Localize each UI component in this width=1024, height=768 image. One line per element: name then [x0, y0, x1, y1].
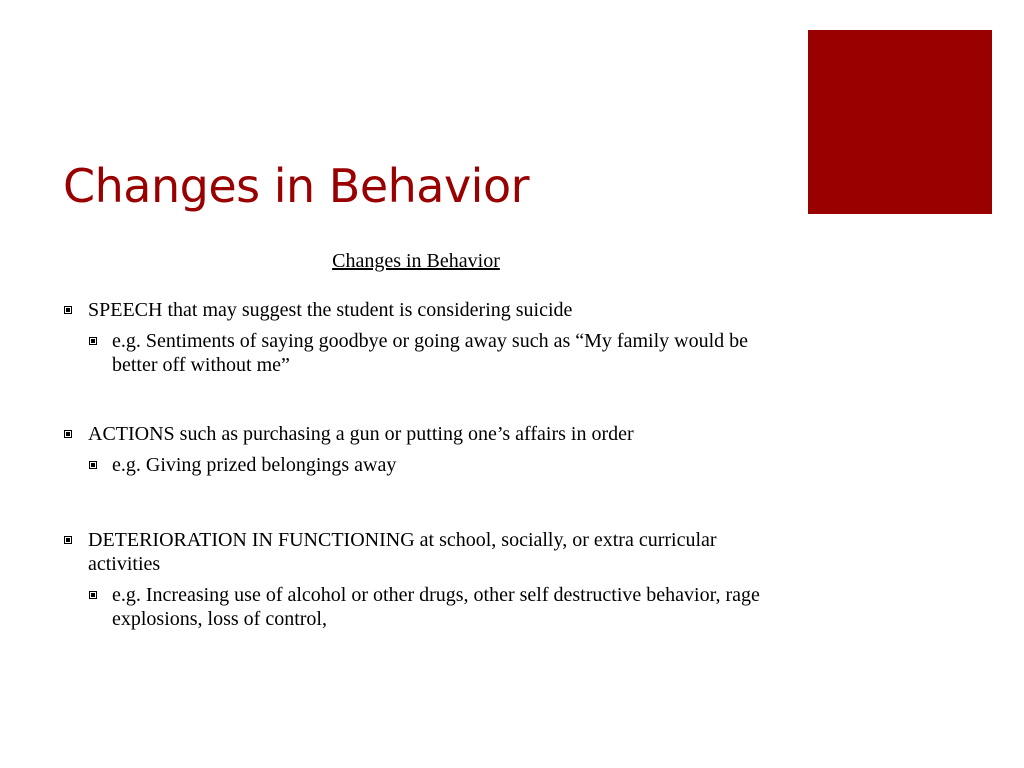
sub-bullet-text: e.g. Sentiments of saying goodbye or going away such as “My family would be better off without me”	[112, 330, 748, 376]
square-bullet-icon	[64, 536, 72, 544]
slide-subtitle: Changes in Behavior	[332, 250, 500, 272]
bullet-group	[64, 422, 784, 477]
bullet-text: DETERIORATION IN FUNCTIONING at school, socially, or extra curricular activities	[88, 529, 717, 575]
sub-bullet-text: e.g. Increasing use of alcohol or other drugs, other self destructive behavior, rage explosions, loss of control,	[112, 584, 760, 630]
bullet-list	[64, 298, 784, 676]
bullet-text: ACTIONS such as purchasing a gun or putting one’s affairs in order	[88, 423, 634, 445]
slide-title: Changes in Behavior	[63, 159, 530, 213]
square-bullet-icon	[89, 461, 97, 469]
bullet-group	[64, 298, 784, 377]
accent-block	[808, 30, 992, 214]
bullet-text: SPEECH that may suggest the student is considering suicide	[88, 299, 573, 321]
bullet-item	[64, 422, 784, 446]
sub-bullet-item	[89, 329, 784, 377]
sub-bullet-text: e.g. Giving prized belongings away	[112, 454, 397, 476]
bullet-item	[64, 298, 784, 322]
square-bullet-icon	[64, 430, 72, 438]
square-bullet-icon	[89, 591, 97, 599]
bullet-item	[64, 528, 784, 576]
square-bullet-icon	[64, 306, 72, 314]
sub-bullet-item	[89, 583, 784, 631]
sub-bullet-item	[89, 453, 784, 477]
bullet-group	[64, 528, 784, 631]
square-bullet-icon	[89, 337, 97, 345]
